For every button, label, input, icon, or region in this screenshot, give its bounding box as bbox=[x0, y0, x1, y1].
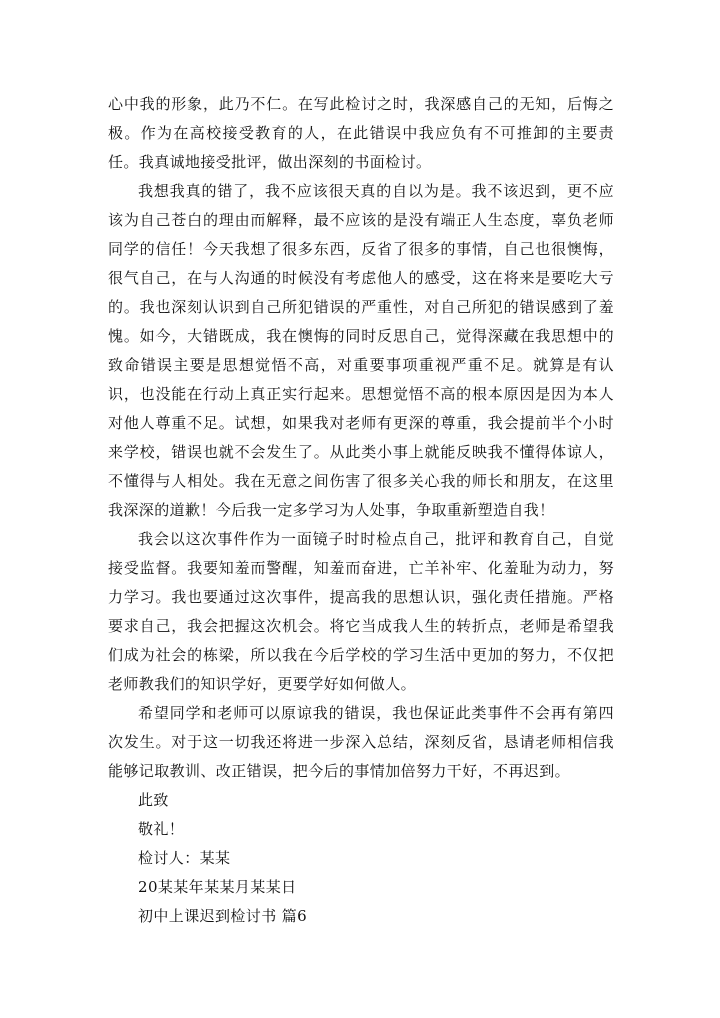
salute-line: 敬礼！ bbox=[138, 820, 185, 838]
document-page bbox=[108, 90, 614, 931]
next-section-title: 初中上课迟到检讨书 篇6 bbox=[138, 907, 308, 925]
paragraph-apology: 希望同学和老师可以原谅我的错误，我也保证此类事件不会再有第四次发生。对于这一切我还将进一步深入总结，深刻反省，恳请老师相信我能够记取教训、改正错误，把今后的事情加倍努力干好，不再迟到。 bbox=[108, 704, 614, 780]
date-line: 20某某年某某月某某日 bbox=[138, 878, 297, 896]
paragraph-commitment: 我会以这次事件作为一面镜子时时检点自己，批评和教育自己，自觉接受监督。我要知羞而警醒，知羞而奋进，亡羊补牢、化羞耻为动力，努力学习。我也要通过这次事件，提高我的思想认识，强化责任措施。严格要求自己，我会把握这次机会。将它当成我人生的转折点，老师是希望我们成为社会的栋梁，所以我在今后学校的学习生活中更加的努力，不仅把老师教我们的知识学好，更要学好如何做人。 bbox=[108, 530, 614, 693]
signer-line: 检讨人：某某 bbox=[138, 849, 231, 867]
closing-line: 此致 bbox=[138, 791, 169, 809]
paragraph-reflection: 我想我真的错了，我不应该很天真的自以为是。我不该迟到，更不应该为自己苍白的理由而解释，最不应该的是没有端正人生态度，辜负老师同学的信任！今天我想了很多东西，反省了很多的事情，自己也很懊悔，很气自己，在与人沟通的时候没有考虑他人的感受，这在将来是要吃大亏的。我也深刻认识到自己所犯错误的严重性，对自己所犯的错误感到了羞愧。如今，大错既成，我在懊悔的同时反思自己，觉得深藏在我思想中的致命错误主要是思想觉悟不高，对重要事项重视严重不足。就算是有认识，也没能在行动上真正实行起来。思想觉悟不高的根本原因是因为本人对他人尊重不足。试想，如果我对老师有更深的尊重，我会提前半个小时来学校，错误也就不会发生了。从此类小事上就能反映我不懂得体谅人，不懂得与人相处。我在无意之间伤害了很多关心我的师长和朋友，在这里我深深的道歉！今后我一定多学习为人处事，争取重新塑造自我！ bbox=[108, 182, 614, 519]
paragraph-continuation: 心中我的形象，此乃不仁。在写此检讨之时，我深感自己的无知，后悔之极。作为在高校接受教育的人，在此错误中我应负有不可推卸的主要责任。我真诚地接受批评，做出深刻的书面检讨。 bbox=[108, 95, 614, 171]
